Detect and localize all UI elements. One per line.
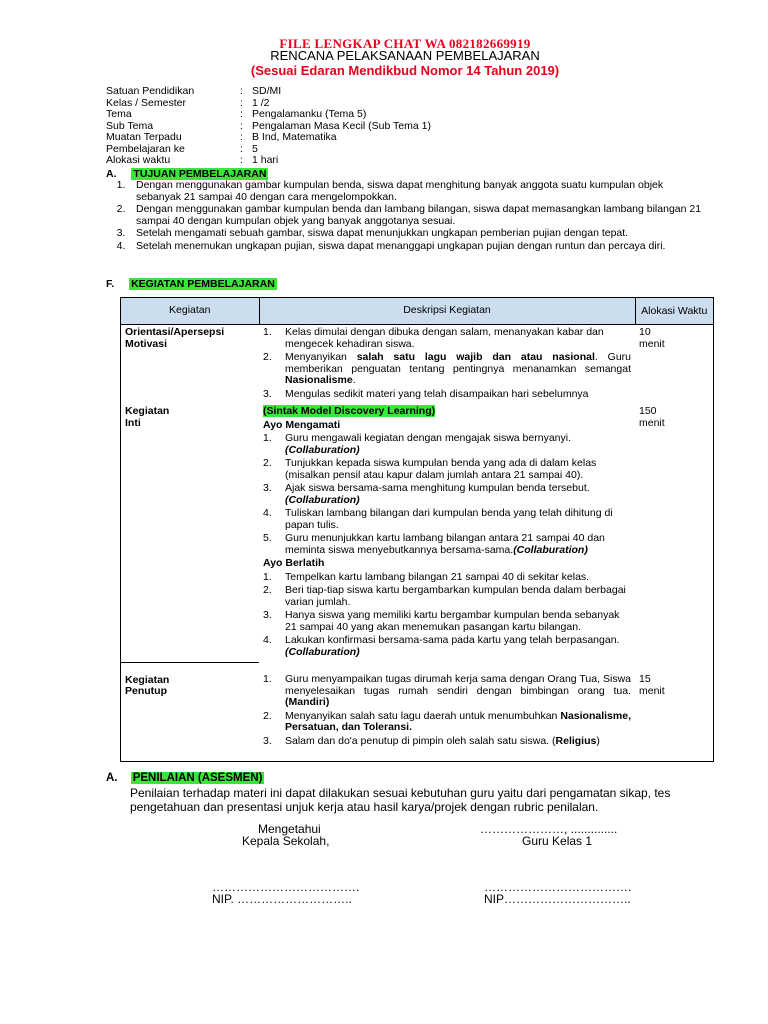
- list-item: [263, 711, 631, 734]
- list-item: [263, 508, 631, 531]
- sintak-label: [263, 406, 631, 418]
- list-item: [263, 458, 631, 481]
- kegiatan-description: [259, 325, 635, 405]
- item-text: [285, 635, 631, 658]
- list-item: [263, 352, 631, 387]
- text-run: .: [352, 374, 356, 386]
- list-item: [106, 241, 706, 253]
- identity-sep: :: [240, 96, 243, 109]
- kegiatan-description: [259, 404, 635, 662]
- time-text: 15 menit: [639, 673, 665, 697]
- item-number: 2.: [263, 709, 272, 722]
- section-letter: F.: [106, 278, 115, 290]
- item-text: Mengulas sedikit materi yang telah disampaikan hari sebelumnya: [285, 387, 589, 400]
- item-text: Tempelkan kartu lambang bilangan 21 sampai 40 di sekitar kelas.: [285, 570, 590, 583]
- item-number: 3.: [263, 387, 272, 400]
- item-number: 1.: [263, 570, 272, 583]
- bold-text: Nasionalisme: [285, 374, 353, 386]
- signature-left-role: Kepala Sekolah,: [242, 834, 330, 848]
- collab-tag: (Collaburation): [285, 493, 360, 506]
- signature-left-nip: NIP. ………………………..: [212, 892, 352, 906]
- item-text: Setelah menemukan ungkapan pujian, siswa dapat menanggapi ungkapan pujian dengan runtun dan percaya diri.: [136, 239, 666, 252]
- item-number: 2.: [263, 351, 272, 363]
- list-item: [263, 533, 631, 556]
- section-title: TUJUAN PEMBELAJARAN: [133, 168, 267, 180]
- identity-label: Muatan Terpadu: [106, 131, 182, 143]
- section-title: KEGIATAN PEMBELAJARAN: [131, 278, 275, 290]
- penilaian-text: Penilaian terhadap materi ini dapat dilakukan sesuai kebutuhan guru yaitu dari pengamatan sikap, tes pengetahuan dan presentasi unjuk kerja atau hasil karya/projek dengan rubric penilalan.: [130, 786, 671, 814]
- item-text: Beri tiap-tiap siswa kartu bergambarkan kumpulan benda dalam berbagai varian jumlah.: [285, 584, 626, 608]
- kegiatan-time: [635, 325, 714, 405]
- section-title: PENILAIAN (ASESMEN): [132, 772, 263, 784]
- list-item: [263, 389, 631, 401]
- signature-right-name-line: ……………………………….: [484, 880, 632, 894]
- list-item: [263, 674, 631, 709]
- collab-tag: (Collaburation): [285, 443, 360, 456]
- item-number: 2.: [263, 584, 272, 596]
- item-number: 4.: [263, 507, 272, 519]
- item-text: Setelah mengamati sebuah gambar, siswa dapat menunjukkan ungkapan pemberian pujian dengan tepat.: [136, 227, 629, 239]
- identity-sep: :: [240, 142, 243, 155]
- identity-label: Satuan Pendidikan: [106, 85, 195, 97]
- identity-sep: :: [240, 85, 243, 97]
- table-header-row: [121, 298, 714, 325]
- item-number: 1.: [263, 673, 272, 685]
- item-text: Dengan menggunakan gambar kumpulan benda, siswa dapat menghitung banyak anggota suatu kumpulan objek sebanyak 21 sampai 40 dengan cara mengelompokkan.: [136, 179, 664, 203]
- identity-sep: :: [240, 154, 243, 166]
- kegiatan-name-text: Kegiatan Penutup: [125, 673, 170, 697]
- time-text: 10 menit: [639, 326, 665, 350]
- signature-right-nip: NIP…………………………..: [484, 892, 631, 906]
- identity-value: 1 /2: [252, 96, 270, 109]
- list-item: [263, 635, 631, 658]
- item-text: [285, 352, 631, 387]
- item-number: 3.: [263, 482, 272, 494]
- identity-value: 1 hari: [252, 154, 279, 166]
- kegiatan-name: [121, 662, 260, 762]
- text-run: Guru mengawali kegiatan dengan mengajak siswa bernyanyi.: [285, 432, 572, 444]
- identity-sep: :: [240, 119, 243, 132]
- identity-row: [106, 132, 431, 144]
- bold-text: Religius: [555, 734, 597, 747]
- column-header-deskripsi: Deskripsi Kegiatan: [259, 298, 635, 325]
- list-item: [263, 736, 631, 748]
- time-text: 150 menit: [639, 405, 665, 429]
- identity-block: [106, 86, 431, 167]
- item-text: Dengan menggunakan gambar kumpulan benda dan lambang bilangan, siswa dapat memasangkan lambang bilangan 21 sampai 40 dengan kumpulan objek yang banyak anggotanya sesuai.: [136, 203, 702, 227]
- list-item: [263, 572, 631, 584]
- document-title: RENCANA PELAKSANAAN PEMBELAJARAN: [270, 48, 540, 63]
- list-item: [106, 228, 706, 240]
- identity-row: [106, 155, 431, 167]
- bold-text: (Mandiri): [285, 696, 330, 708]
- item-text: [285, 483, 631, 506]
- identity-label: Pembelajaran ke: [106, 142, 185, 155]
- text-run: Guru menyampaikan tugas dirumah kerja sama dengan Orang Tua, Siswa menyelesaikan tugas rumah sendiri dengan bimbingan orang tua.: [285, 673, 631, 697]
- list-item: [263, 585, 631, 608]
- column-header-alokasi: Alokasi Waktu: [635, 298, 714, 325]
- signature-left-name-line: ……………………………….: [212, 880, 360, 894]
- item-text: [285, 674, 631, 709]
- document-subtitle: (Sesuai Edaran Mendikbud Nomor 14 Tahun 2019): [250, 63, 560, 78]
- identity-value: B Ind, Matematika: [252, 131, 337, 143]
- item-number: 5.: [263, 532, 272, 544]
- section-letter: A.: [106, 772, 118, 784]
- item-number: 1.: [116, 179, 126, 191]
- list-item: [106, 204, 706, 227]
- identity-label: Tema: [106, 108, 132, 120]
- kegiatan-name: [121, 404, 260, 662]
- list-item: [263, 327, 631, 350]
- table-row-penutup: [121, 662, 714, 762]
- item-text: [285, 711, 631, 734]
- collab-tag: (Collaburation): [513, 543, 588, 556]
- identity-label: Alokasi waktu: [106, 154, 171, 166]
- item-number: 4.: [116, 239, 126, 252]
- subheading-mengamati: Ayo Mengamati: [263, 418, 341, 431]
- identity-label: Kelas / Semester: [106, 96, 186, 109]
- kegiatan-name: Orientasi/Apersepsi Motivasi: [121, 325, 260, 405]
- item-text: [285, 533, 631, 556]
- item-number: 3.: [263, 609, 272, 621]
- kegiatan-table: [120, 297, 714, 762]
- text-run: Lakukan konfirmasi bersama-sama pada kartu yang telah berpasangan.: [285, 634, 620, 646]
- section-letter: A.: [106, 168, 117, 180]
- identity-label: Sub Tema: [106, 119, 154, 132]
- item-number: 3.: [116, 227, 126, 239]
- identity-value: Pengalamanku (Tema 5): [252, 108, 367, 120]
- section-heading-kegiatan: [106, 278, 277, 290]
- list-item: [263, 433, 631, 456]
- kegiatan-name-text: Kegiatan Inti: [125, 405, 170, 429]
- item-text: Tunjukkan kepada siswa kumpulan benda yang ada di dalam kelas (misalkan pensil atau kapur dalam jumlah antara 21 sampai 40).: [285, 457, 597, 481]
- subheading-berlatih: Ayo Berlatih: [263, 557, 325, 569]
- item-text: [285, 433, 631, 456]
- sintak-text: (Sintak Model Discovery Learning): [263, 405, 436, 417]
- text-run: Guru menunjukkan kartu lambang bilangan antara 21 sampai 40 dan meminta siswa menyebutkannya bersama-sama.: [285, 532, 605, 556]
- kegiatan-time: [635, 404, 714, 662]
- text-run: Salam dan do'a penutup di pimpin oleh salah satu siswa. (: [285, 734, 556, 747]
- item-number: 2.: [263, 457, 272, 469]
- identity-sep: :: [240, 131, 243, 143]
- list-item: [263, 483, 631, 506]
- identity-row: [106, 86, 431, 98]
- identity-value: SD/MI: [252, 85, 282, 97]
- promo-banner: FILE LENGKAP CHAT WA 082182669919: [279, 36, 531, 51]
- identity-value: Pengalaman Masa Kecil (Sub Tema 1): [252, 119, 431, 132]
- item-number: 1.: [263, 326, 272, 338]
- item-text: Kelas dimulai dengan dibuka dengan salam, menanyakan kabar dan mengecek kehadiran siswa.: [285, 326, 604, 350]
- tujuan-list: [106, 180, 706, 253]
- column-header-kegiatan: Kegiatan: [121, 298, 260, 325]
- text-run: Menyanyikan: [285, 351, 357, 363]
- kegiatan-description: [259, 662, 635, 762]
- item-text: Tuliskan lambang bilangan dari kumpulan benda yang telah dihitung di papan tulis.: [285, 507, 613, 531]
- signature-right-date: …………………, ..............: [480, 822, 618, 836]
- item-number: 2.: [116, 203, 126, 215]
- table-row-pendahuluan: [121, 325, 714, 405]
- item-number: 1.: [263, 432, 272, 444]
- item-number: 3.: [263, 734, 272, 747]
- bold-text: salah satu lagu wajib dan atau nasional: [356, 351, 595, 363]
- text-run: Ajak siswa bersama-sama menghitung kumpulan benda tersebut.: [285, 482, 590, 494]
- signature-right-role: Guru Kelas 1: [522, 834, 593, 848]
- signature-left-title: Mengetahui: [258, 822, 321, 836]
- section-heading-penilaian: [106, 772, 264, 784]
- item-text: Hanya siswa yang memiliki kartu bergambar kumpulan benda sebanyak 21 sampai 40 yang akan menemukan pasangan kartu bilangan.: [285, 609, 620, 633]
- collab-tag: (Collaburation): [285, 645, 360, 658]
- table-row-inti: [121, 404, 714, 662]
- list-item: [263, 610, 631, 633]
- bold-text: Nasionalisme, Persatuan, dan Toleransi.: [285, 709, 631, 733]
- text-run: Menyanyikan salah satu lagu daerah untuk menumbuhkan: [285, 709, 561, 722]
- text-run: ): [596, 734, 600, 747]
- item-text: [285, 736, 631, 748]
- identity-row: [106, 109, 431, 121]
- text-run: . Guru memberikan penguatan tentang pentingnya menanamkan semangat: [285, 351, 631, 375]
- identity-sep: :: [240, 108, 243, 120]
- list-item: [106, 180, 706, 203]
- identity-value: 5: [252, 142, 258, 155]
- kegiatan-time: [635, 662, 714, 762]
- item-number: 4.: [263, 634, 272, 646]
